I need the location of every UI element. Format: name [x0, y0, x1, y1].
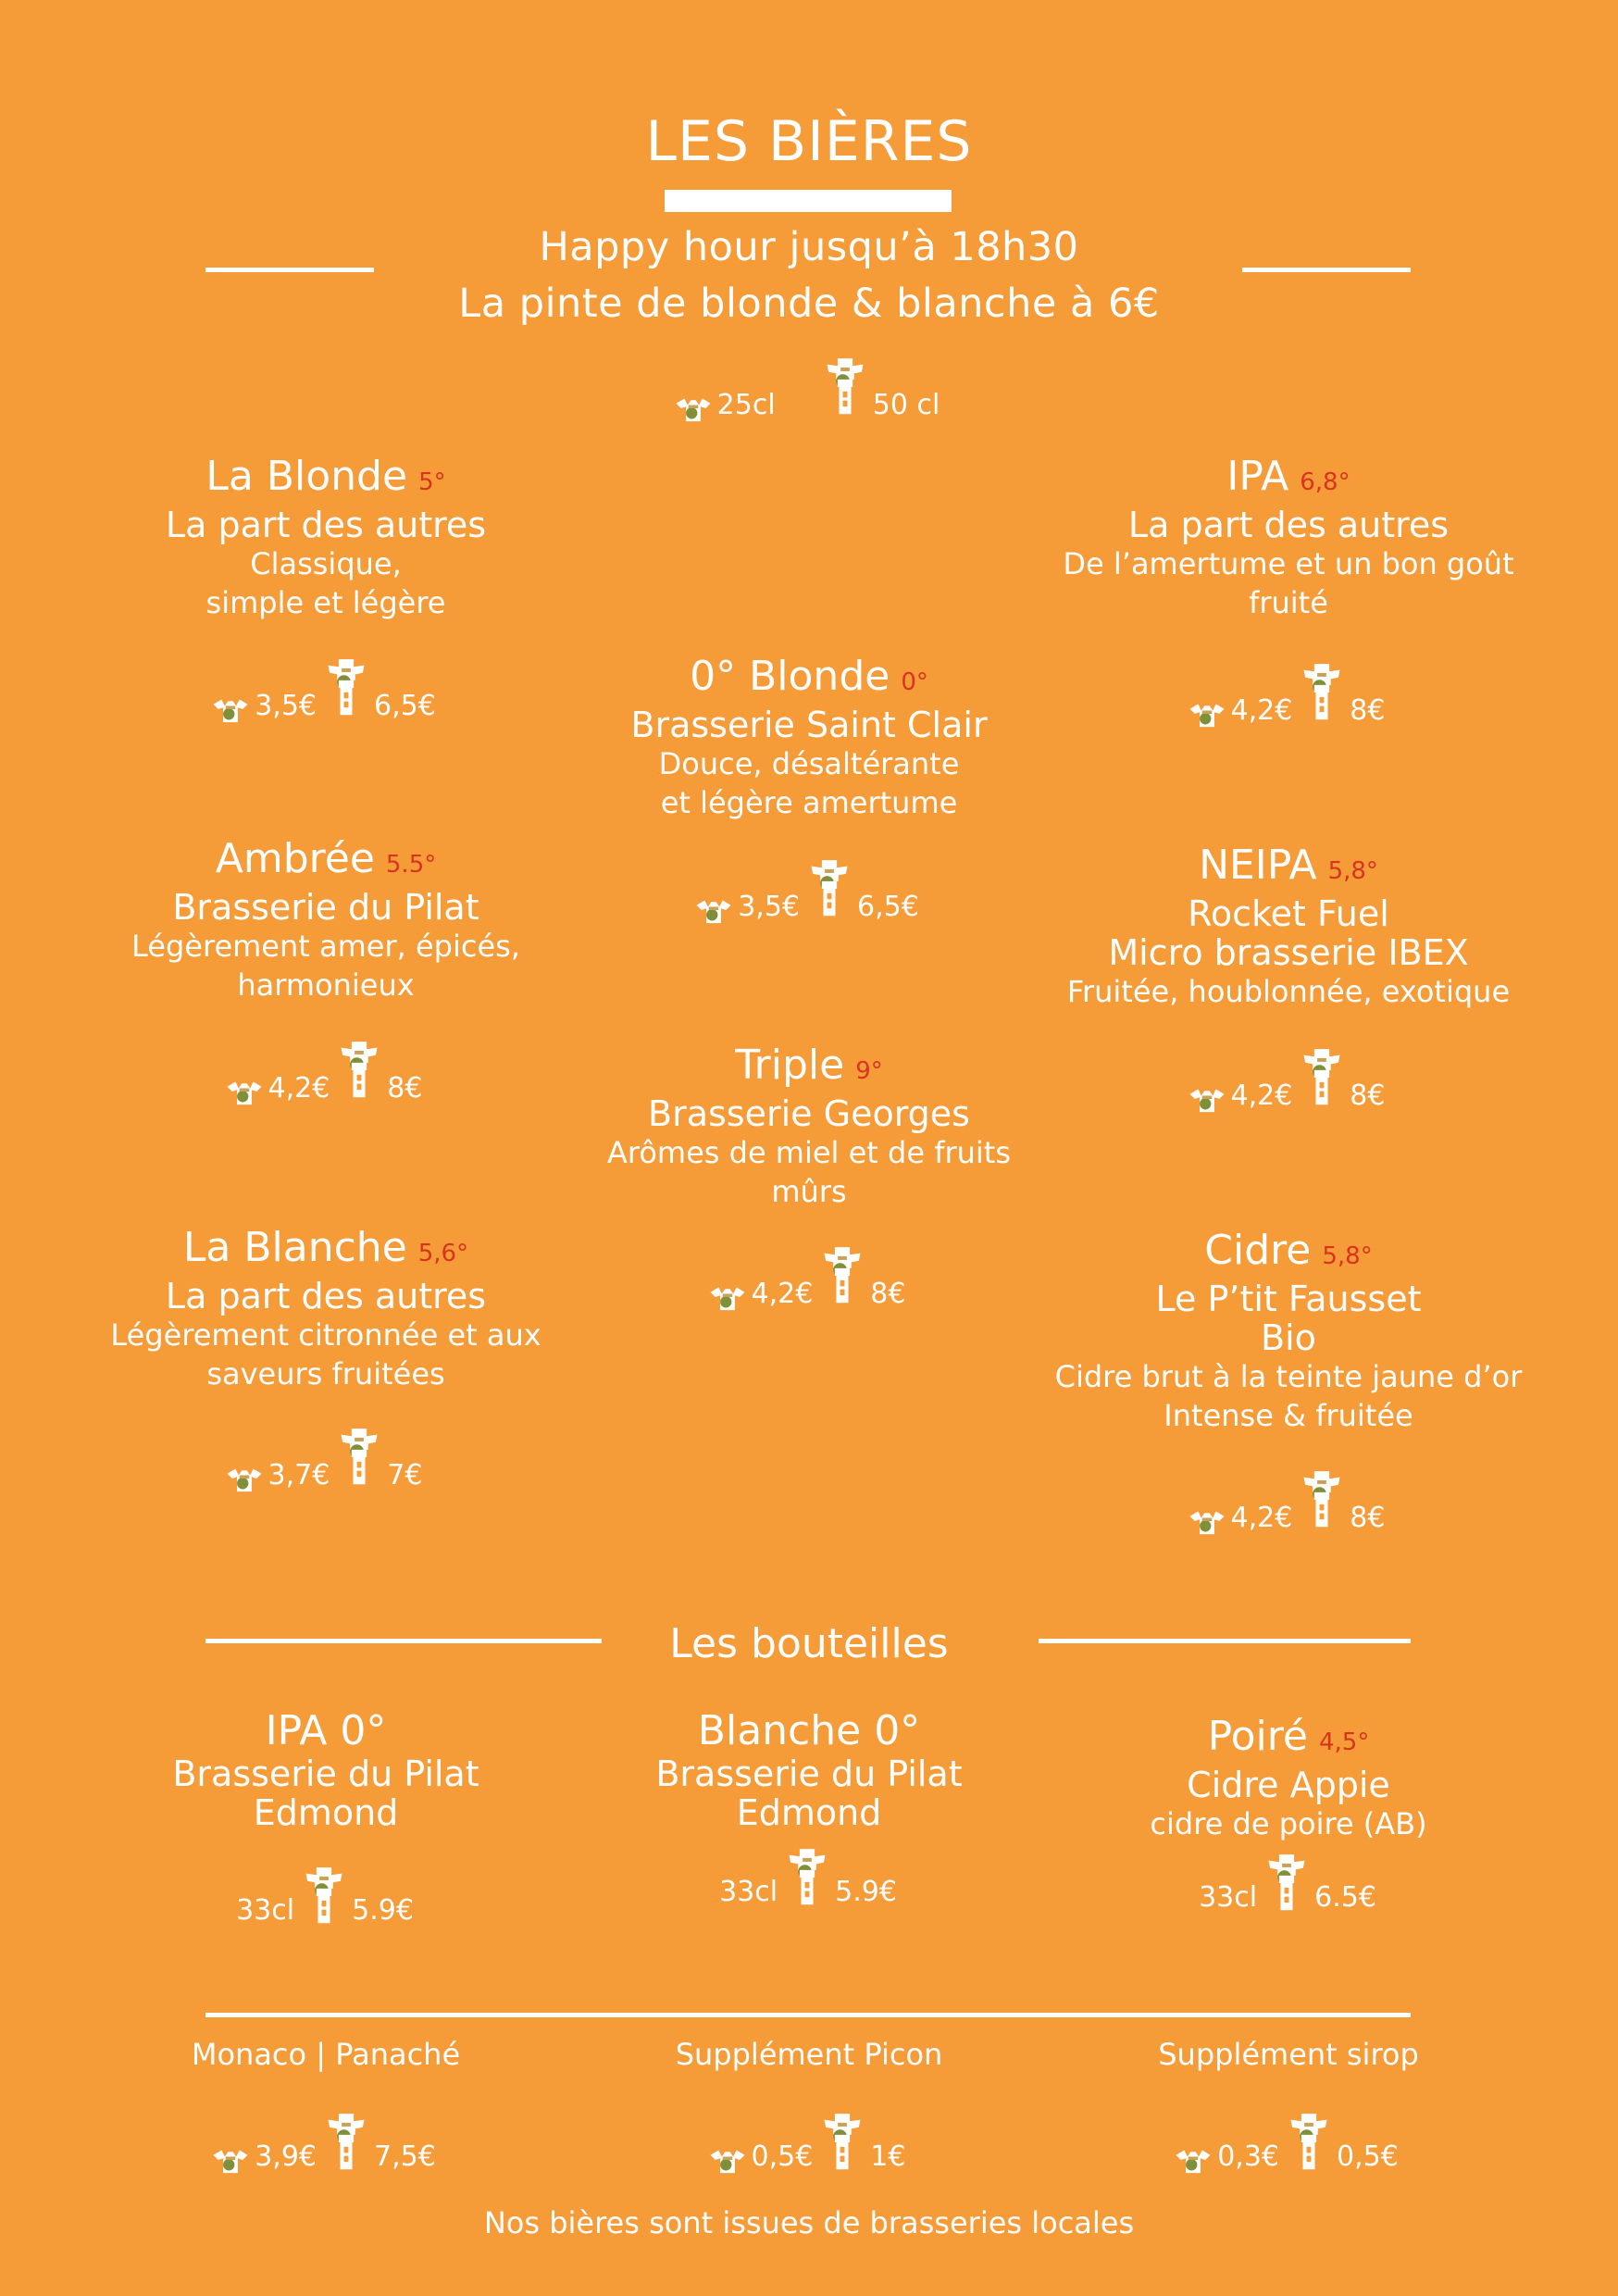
title-underline [665, 190, 952, 212]
beer-description: Légèrement amer, épicés, [131, 929, 520, 964]
beer-name-row [67, 836, 585, 888]
bottle-poire [1029, 1714, 1548, 1843]
price-large: 8€ [870, 1278, 906, 1310]
beer-triple [550, 1042, 1068, 1211]
extra-prices [1029, 2103, 1548, 2177]
extra-name: Supplément sirop [1158, 2037, 1419, 2072]
beer-name: NEIPA [1199, 842, 1317, 889]
price-small: 4,2€ [1230, 1502, 1293, 1534]
beer-la-blanche [67, 1225, 585, 1393]
beer-name: Ambrée [215, 835, 375, 882]
bottle-name: Poiré [1207, 1713, 1308, 1760]
totem-large-icon [1298, 1461, 1346, 1539]
beer-prices [1029, 1042, 1548, 1117]
beer-prices [550, 854, 1068, 928]
beer-cidre [1029, 1228, 1548, 1435]
beer-name-row [1029, 1228, 1548, 1279]
totem-large-icon [1285, 2107, 1333, 2177]
beer-degree: 5.5° [385, 851, 437, 879]
price-large: 7,5€ [374, 2140, 436, 2173]
beer-prices [550, 1241, 1068, 1315]
beer-prices [67, 1035, 585, 1109]
totem-large-icon [818, 1237, 866, 1315]
beer-degree: 0° [901, 668, 928, 696]
beer-description: Cidre brut à la teinte jaune d’or [1054, 1359, 1523, 1394]
price-large: 6,5€ [374, 690, 436, 722]
bottle-name-row [550, 1708, 1068, 1754]
beer-description: Fruitée, houblonnée, exotique [1066, 974, 1511, 1009]
beer-name-row [67, 454, 585, 505]
bottle-volume: 33cl [1199, 1881, 1258, 1914]
beer-brewery: La part des autres [165, 505, 487, 545]
beer-prices [67, 1422, 585, 1496]
beer-name: Triple [735, 1042, 845, 1089]
bottle-brewery: Cidre Appie [1187, 1765, 1390, 1805]
beer-description: saveurs fruitées [206, 1356, 445, 1391]
extras-divider [205, 2013, 1411, 2017]
beer-degree: 5,6° [417, 1240, 469, 1267]
totem-large-icon [821, 348, 869, 426]
extra-monaco-panache [67, 2035, 585, 2074]
beer-brewery: La part des autres [1127, 505, 1450, 545]
beer-degree: 5° [418, 468, 446, 496]
totem-small-icon [673, 391, 714, 426]
bottle-price-value: 6.5€ [1314, 1881, 1376, 1914]
beer-description: et légère amertume [660, 785, 958, 820]
beer-name-row [550, 1042, 1068, 1094]
bottle-price [1029, 1844, 1548, 1918]
bottle-maker: Edmond [736, 1792, 882, 1833]
totem-small-icon [210, 2142, 251, 2177]
bottle-volume: 33cl [719, 1876, 778, 1908]
beer-description: harmonieux [237, 967, 415, 1003]
price-large: 8€ [387, 1072, 423, 1104]
beer-description: De l’amertume et un bon goût [1063, 546, 1514, 581]
totem-large-icon [783, 1842, 831, 1913]
price-small: 0,5€ [751, 2140, 814, 2173]
beer-brewery: Micro brasserie IBEX [1108, 932, 1469, 973]
beer-prices [1029, 1465, 1548, 1539]
beer-name-row [67, 1225, 585, 1277]
beer-name: Cidre [1204, 1227, 1312, 1274]
beer-description: mûrs [771, 1174, 847, 1209]
extra-name: Supplément Picon [675, 2037, 943, 2072]
totem-large-icon [322, 2107, 370, 2177]
legend-large-label: 50 cl [872, 389, 940, 421]
bottle-maker: Edmond [253, 1792, 399, 1833]
beer-name: 0° Blonde [690, 653, 890, 700]
totem-large-icon [322, 649, 370, 727]
price-large: 8€ [1350, 1079, 1386, 1112]
extra-prices [67, 2103, 585, 2177]
extra-name: Monaco | Panaché [191, 2037, 461, 2072]
extra-supplement-picon [550, 2035, 1068, 2074]
beer-description: simple et légère [205, 585, 446, 620]
beer-brewery: Brasserie Georges [648, 1093, 970, 1134]
bottle-price [550, 1839, 1068, 1913]
beer-degree: 6,8° [1300, 468, 1350, 496]
bottle-name: Blanche 0° [697, 1707, 921, 1754]
beer-name: La Blonde [205, 453, 408, 500]
price-small: 0,3€ [1217, 2140, 1279, 2173]
price-small: 4,2€ [268, 1072, 330, 1104]
beer-degree: 5,8° [1327, 857, 1378, 885]
beer-brewery: Le P’tit Fausset [1155, 1279, 1422, 1319]
bottles-title: Les bouteilles [669, 1620, 949, 1667]
bottle-price-value: 5.9€ [352, 1894, 414, 1927]
bottle-degree: 4,5° [1318, 1728, 1370, 1756]
bottle-brewery: Brasserie du Pilat [172, 1753, 479, 1794]
price-large: 0,5€ [1337, 2140, 1399, 2173]
bottle-blanche-0 [550, 1708, 1068, 1832]
beer-degree: 9° [855, 1057, 883, 1085]
totem-large-icon [1298, 654, 1346, 731]
bottle-price-value: 5.9€ [835, 1876, 897, 1908]
price-large: 7€ [387, 1459, 423, 1491]
beer-name: IPA [1226, 453, 1289, 500]
bottle-price [67, 1857, 585, 1931]
beer-name-row [1029, 842, 1548, 894]
totem-small-icon [707, 2142, 748, 2177]
beer-description: Classique, [250, 546, 402, 581]
beer-description: Arômes de miel et de fruits [607, 1135, 1011, 1170]
totem-large-icon [1298, 1039, 1346, 1117]
size-legend [550, 352, 1068, 426]
extra-prices [550, 2103, 1068, 2177]
price-small: 3,5€ [738, 891, 800, 923]
beer-brewery: Brasserie du Pilat [172, 887, 479, 928]
totem-large-icon [818, 2107, 866, 2177]
beer-description: Légèrement citronnée et aux [110, 1317, 541, 1353]
totem-small-icon [224, 1461, 265, 1496]
beer-la-blonde [67, 454, 585, 622]
bottle-name-row [67, 1708, 585, 1754]
beer-neipa [1029, 842, 1548, 1011]
beer-ipa [1029, 454, 1548, 622]
beer-0-blonde [550, 654, 1068, 822]
totem-large-icon [300, 1861, 348, 1931]
totem-small-icon [1187, 1504, 1227, 1539]
totem-large-icon [1263, 1848, 1311, 1918]
bottle-name: IPA 0° [265, 1707, 387, 1754]
pint-offer: La pinte de blonde & blanche à 6€ [458, 281, 1160, 327]
bottle-name-row [1029, 1714, 1548, 1766]
beer-label: Bio [1261, 1317, 1316, 1358]
totem-small-icon [693, 892, 734, 928]
price-small: 4,2€ [751, 1278, 814, 1310]
page-title: LES BIÈRES [645, 109, 973, 174]
beer-prices [1029, 657, 1548, 731]
totem-large-icon [335, 1031, 383, 1109]
beer-degree: 5,8° [1322, 1242, 1373, 1270]
beer-brewery: La part des autres [165, 1276, 487, 1316]
price-small: 3,7€ [268, 1459, 330, 1491]
footer-note: Nos bières sont issues de brasseries locales [483, 2205, 1135, 2240]
beer-ambree [67, 836, 585, 1004]
bottle-volume: 33cl [236, 1894, 295, 1927]
bottle-brewery: Brasserie du Pilat [655, 1753, 963, 1794]
happy-hour: Happy hour jusqu’à 18h30 [539, 224, 1079, 270]
price-large: 6,5€ [857, 891, 919, 923]
totem-large-icon [335, 1418, 383, 1496]
price-small: 3,5€ [255, 690, 317, 722]
price-large: 8€ [1350, 694, 1386, 727]
price-small: 4,2€ [1230, 1079, 1293, 1112]
bottle-description: cidre de poire (AB) [1150, 1806, 1427, 1841]
totem-small-icon [224, 1074, 265, 1109]
totem-small-icon [1187, 1081, 1227, 1117]
legend-small-label: 25cl [716, 389, 776, 421]
beer-brewery: Rocket Fuel [1188, 893, 1389, 934]
beer-description: Intense & fruitée [1164, 1398, 1413, 1433]
price-small: 3,9€ [255, 2140, 317, 2173]
beer-prices [67, 653, 585, 727]
price-large: 8€ [1350, 1502, 1386, 1534]
beer-description: fruité [1249, 585, 1328, 620]
totem-small-icon [1187, 696, 1227, 731]
totem-small-icon [210, 692, 251, 727]
price-large: 1€ [870, 2140, 906, 2173]
beer-brewery: Brasserie Saint Clair [630, 705, 988, 745]
extra-supplement-sirop [1029, 2035, 1548, 2074]
beer-description: Douce, désaltérante [658, 746, 960, 781]
totem-large-icon [805, 850, 853, 928]
beer-name-row [1029, 454, 1548, 505]
bottle-ipa-0 [67, 1708, 585, 1832]
beer-name: La Blanche [182, 1224, 407, 1271]
totem-small-icon [707, 1279, 748, 1315]
beer-name-row [550, 654, 1068, 705]
totem-small-icon [1173, 2142, 1214, 2177]
price-small: 4,2€ [1230, 694, 1293, 727]
